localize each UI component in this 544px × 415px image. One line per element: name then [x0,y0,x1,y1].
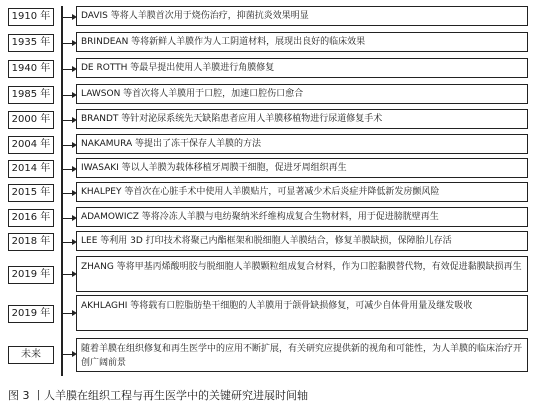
event-box: DE ROTTH 等最早提出使用人羊膜进行角膜修复 [76,58,528,78]
arrow-connector [62,17,73,18]
year-label: 未来 [8,346,54,364]
event-box: IWASAKI 等以人羊膜为载体移植牙周膜干细胞，促进牙周组织再生 [76,158,528,178]
event-box: BRANDT 等针对泌尿系统先天缺陷患者应用人羊膜移植物进行尿道修复手术 [76,109,528,129]
arrow-connector [62,43,73,44]
event-box: ADAMOWICZ 等将冷冻人羊膜与电纺聚纳米纤维构成复合生物材料，用于促进膀胱壁再生 [76,207,528,227]
arrow-connector [62,95,73,96]
year-label: 1940 年 [8,60,54,78]
arrow-connector [62,218,73,219]
arrow-connector [62,145,73,146]
year-label: 2000 年 [8,111,54,129]
arrow-connector [62,354,73,355]
year-label: 2019 年 [8,305,54,323]
timeline-axis [61,6,63,376]
event-box: LEE 等利用 3D 打印技术将聚己内酯框架和脱细胞人羊膜结合，修复羊膜缺损，保障胎儿存活 [76,231,528,251]
year-label: 2018 年 [8,233,54,251]
event-box: DAVIS 等将人羊膜首次用于烧伤治疗，抑菌抗炎效果明显 [76,6,528,26]
arrow-connector [62,120,73,121]
event-box: 随着羊膜在组织修复和再生医学中的应用不断扩展，有关研究应提供新的视角和可能性，为人羊膜的临床治疗开创广阔前景 [76,338,528,372]
year-label: 1985 年 [8,86,54,104]
arrow-connector [62,193,73,194]
arrow-connector [62,242,73,243]
year-label: 2016 年 [8,209,54,227]
arrow-connector [62,313,73,314]
year-label: 2015 年 [8,184,54,202]
event-box: NAKAMURA 等提出了冻干保存人羊膜的方法 [76,134,528,154]
event-box: BRINDEAN 等将新鲜人羊膜作为人工阴道材料，展现出良好的临床效果 [76,32,528,52]
arrow-connector [62,69,73,70]
arrow-connector [62,274,73,275]
year-label: 1935 年 [8,34,54,52]
event-box: KHALPEY 等首次在心脏手术中使用人羊膜贴片，可显著减少术后炎症并降低新发房颤风险 [76,182,528,202]
event-box: AKHLAGHI 等将载有口腔脂肪垫干细胞的人羊膜用于颌骨缺损修复，可减少自体骨用量及继发吸收 [76,295,528,331]
figure-caption: 图 3 丨人羊膜在组织工程与再生医学中的关键研究进展时间轴 [8,389,308,402]
year-label: 2019 年 [8,266,54,284]
year-label: 2004 年 [8,136,54,154]
arrow-connector [62,169,73,170]
event-box: LAWSON 等首次将人羊膜用于口腔，加速口腔伤口愈合 [76,84,528,104]
year-label: 2014 年 [8,160,54,178]
year-label: 1910 年 [8,8,54,26]
event-box: ZHANG 等将甲基丙烯酸明胶与脱细胞人羊膜颗粒组成复合材料，作为口腔黏膜替代物，有效促进黏膜缺损再生 [76,256,528,292]
